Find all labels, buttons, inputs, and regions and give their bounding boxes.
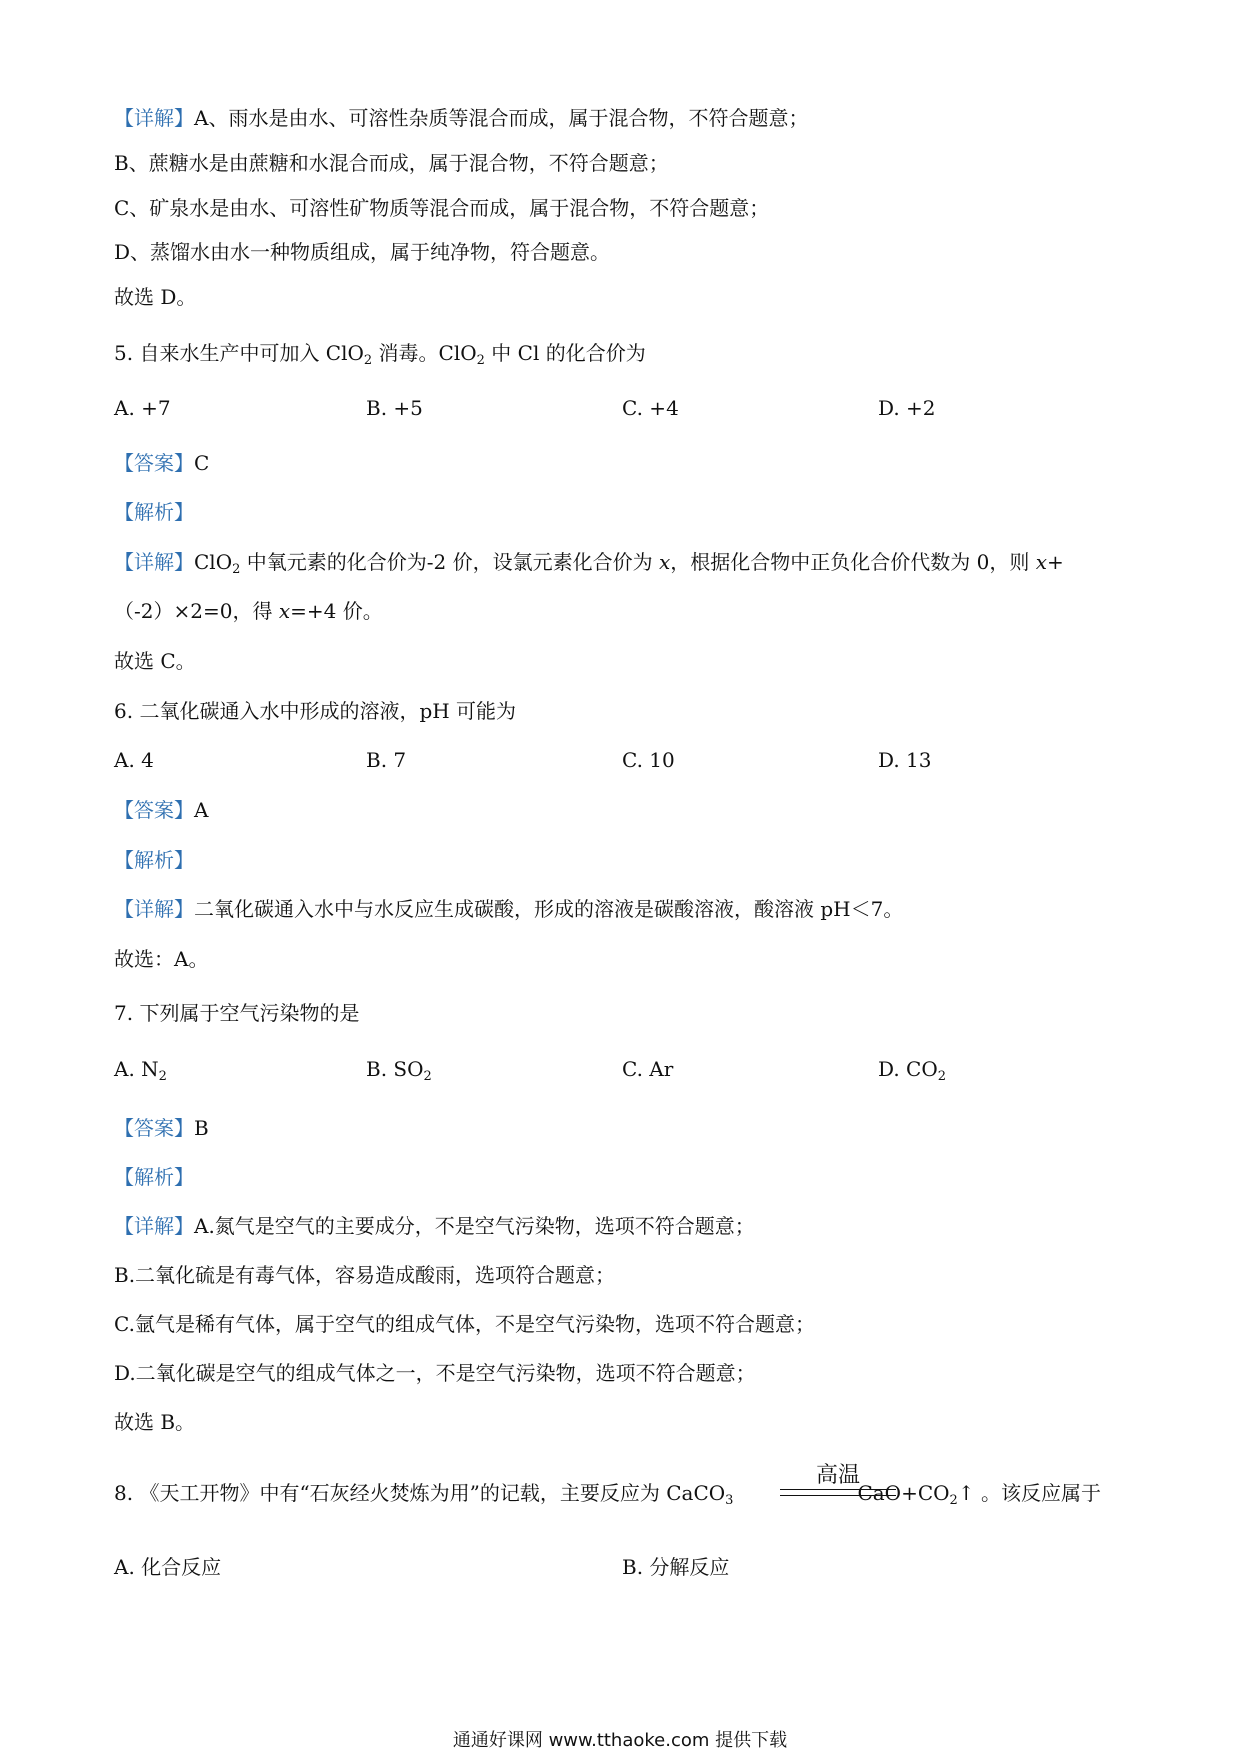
- footer-watermark: 通通好课网 www.tthaoke.com 提供下载: [452, 1730, 788, 1751]
- q5-conclusion: 故选 C。: [114, 649, 196, 673]
- q7-option-d: D. $CO_2$: [878, 1057, 947, 1084]
- q6-option-c: C. 10: [622, 748, 675, 772]
- q7-analysis-label: 【解析】: [114, 1165, 194, 1189]
- q6-detail: 【详解】二氧化碳通入水中与水反应生成碳酸，形成的溶液是碳酸溶液，酸溶液 pH＜7。: [114, 897, 904, 921]
- q4-detail-line-2: B、蔗糖水是由蔗糖和水混合而成，属于混合物，不符合题意；: [114, 151, 669, 175]
- detail-tag: 【详解】: [114, 106, 194, 130]
- q7-option-c: C. Ar: [622, 1057, 674, 1081]
- q6-stem: 6. 二氧化碳通入水中形成的溶液，pH 可能为: [114, 699, 517, 723]
- q5-detail-line-2: （-2）×2=0，得 x=+4 价。: [114, 599, 383, 623]
- q6-option-a: A. 4: [114, 748, 154, 772]
- q5-option-c: C. +4: [622, 396, 679, 420]
- q5-stem: 5. 自来水生产中可加入 ClO$_2$ 消毒。ClO$_2$ 中 Cl 的化合价为: [114, 341, 646, 368]
- q7-stem: 7. 下列属于空气污染物的是: [114, 1001, 360, 1025]
- q7-detail-line-1: 【详解】A.氮气是空气的主要成分，不是空气污染物，选项不符合题意；: [114, 1214, 755, 1238]
- q5-option-b: B. +5: [366, 396, 423, 420]
- q6-analysis-label: 【解析】: [114, 848, 194, 872]
- q7-detail-line-2: B.二氧化硫是有毒气体，容易造成酸雨，选项符合题意；: [114, 1263, 616, 1287]
- q8-option-a: A. 化合反应: [114, 1555, 222, 1579]
- q7-option-a: A. $N_2$: [114, 1057, 167, 1084]
- q5-detail-line-1: 【详解】ClO$_2$ 中氧元素的化合价为-2 价，设氯元素化合价为 x，根据化合物中正负化合价代数为 0，则 x+: [114, 550, 1064, 577]
- q7-answer: 【答案】B: [114, 1116, 209, 1140]
- q5-option-a: A. +7: [114, 396, 171, 420]
- q6-option-b: B. 7: [366, 748, 407, 772]
- q5-analysis-label: 【解析】: [114, 500, 194, 524]
- q4-detail-line-3: C、矿泉水是由水、可溶性矿物质等混合而成，属于混合物，不符合题意；: [114, 196, 770, 220]
- q6-answer: 【答案】A: [114, 798, 209, 822]
- q4-detail-line-4: D、蒸馏水由水一种物质组成，属于纯净物，符合题意。: [114, 240, 611, 264]
- q4-conclusion: 故选 D。: [114, 285, 197, 309]
- gas-arrow-icon: ↑: [957, 1481, 975, 1505]
- q8-stem: 8. 《天工开物》中有“石灰经火焚炼为用”的记载，主要反应为 CaCO$_3$ $CaO+CO_2↑$ 。该反应属于: [114, 1481, 1101, 1508]
- q7-detail-line-3: C.氩气是稀有气体，属于空气的组成气体，不是空气污染物，选项不符合题意；: [114, 1312, 815, 1336]
- q5-option-d: D. +2: [878, 396, 936, 420]
- q7-option-b: B. $SO_2$: [366, 1057, 432, 1084]
- q6-option-d: D. 13: [878, 748, 932, 772]
- q5-answer: 【答案】C: [114, 451, 210, 475]
- q7-conclusion: 故选 B。: [114, 1410, 196, 1434]
- q4-detail-line-1: 【详解】A、雨水是由水、可溶性杂质等混合而成，属于混合物，不符合题意；: [114, 106, 809, 130]
- q6-conclusion: 故选：A。: [114, 947, 209, 971]
- reaction-condition: 高温: [815, 1463, 860, 1488]
- q8-option-b: B. 分解反应: [622, 1555, 730, 1579]
- q7-detail-line-4: D.二氧化碳是空气的组成气体之一，不是空气污染物，选项不符合题意；: [114, 1361, 756, 1385]
